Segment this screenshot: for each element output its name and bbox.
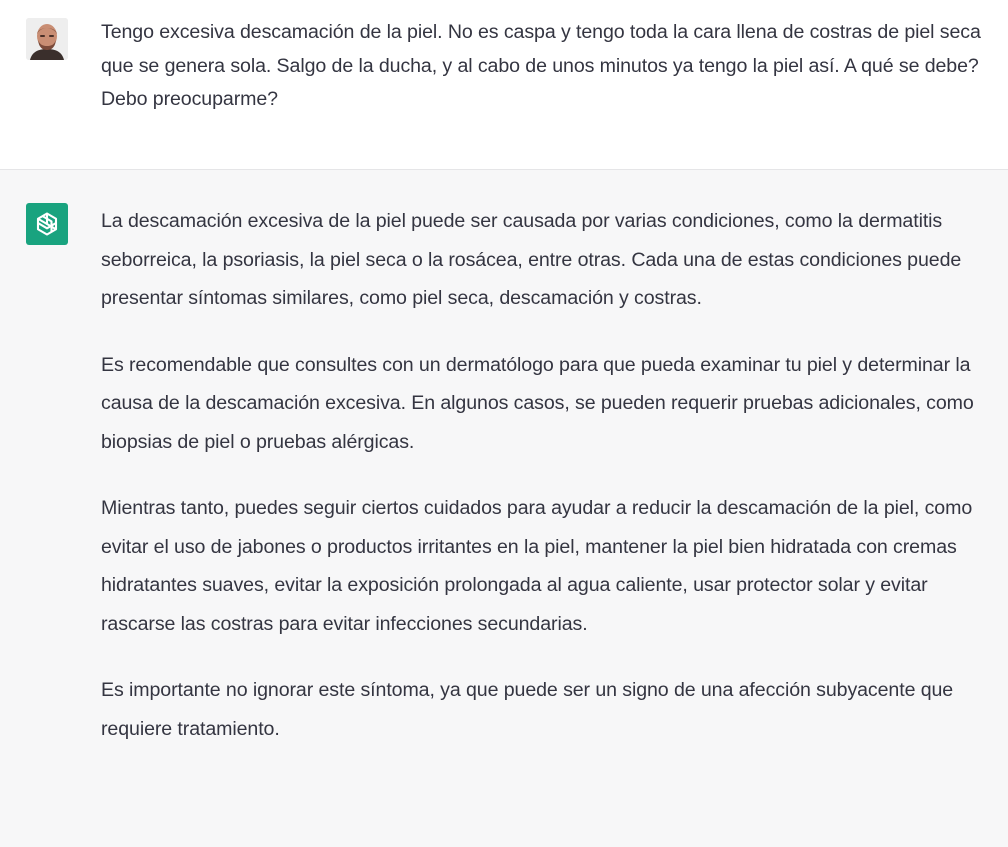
openai-logo-icon bbox=[32, 209, 62, 239]
assistant-message-body bbox=[101, 202, 996, 776]
assistant-paragraph-2: Es recomendable que consultes con un dermatólogo para que pueda examinar tu piel y determinar la causa de la descamación excesiva. En algunos casos, se pueden requerir pruebas adicionales, como biopsias de piel o pruebas alérgicas. bbox=[101, 353, 974, 453]
assistant-avatar bbox=[26, 203, 68, 245]
assistant-message bbox=[0, 170, 1008, 847]
assistant-paragraph-4: Es importante no ignorar este síntoma, ya que puede ser un signo de una afección subyacente que requiere tratamiento. bbox=[101, 679, 954, 740]
user-message-text: Tengo excesiva descamación de la piel. No es caspa y tengo toda la cara llena de costras de piel seca que se genera sola. Salgo de la ducha, y al cabo de unos minutos ya tengo la piel así. A qué se debe? Debo preocuparme? bbox=[101, 21, 981, 110]
assistant-paragraph-3: Mientras tanto, puedes seguir ciertos cuidados para ayudar a reducir la descamación de la piel, como evitar el uso de jabones o productos irritantes en la piel, mantener la piel bien hidratada con cremas hidratantes suaves, evitar la exposición prolongada al agua caliente, usar protector solar y evitar rascarse las costras para evitar infecciones secundarias. bbox=[101, 497, 973, 635]
user-avatar-photo bbox=[26, 18, 68, 60]
assistant-paragraph-1: La descamación excesiva de la piel puede ser causada por varias condiciones, como la dermatitis seborreica, la psoriasis, la piel seca o la rosácea, entre otras. Cada una de estas condiciones puede presentar síntomas similares, como piel seca, descamación y costras. bbox=[101, 210, 962, 309]
user-message bbox=[0, 0, 1008, 170]
user-avatar bbox=[26, 18, 68, 60]
